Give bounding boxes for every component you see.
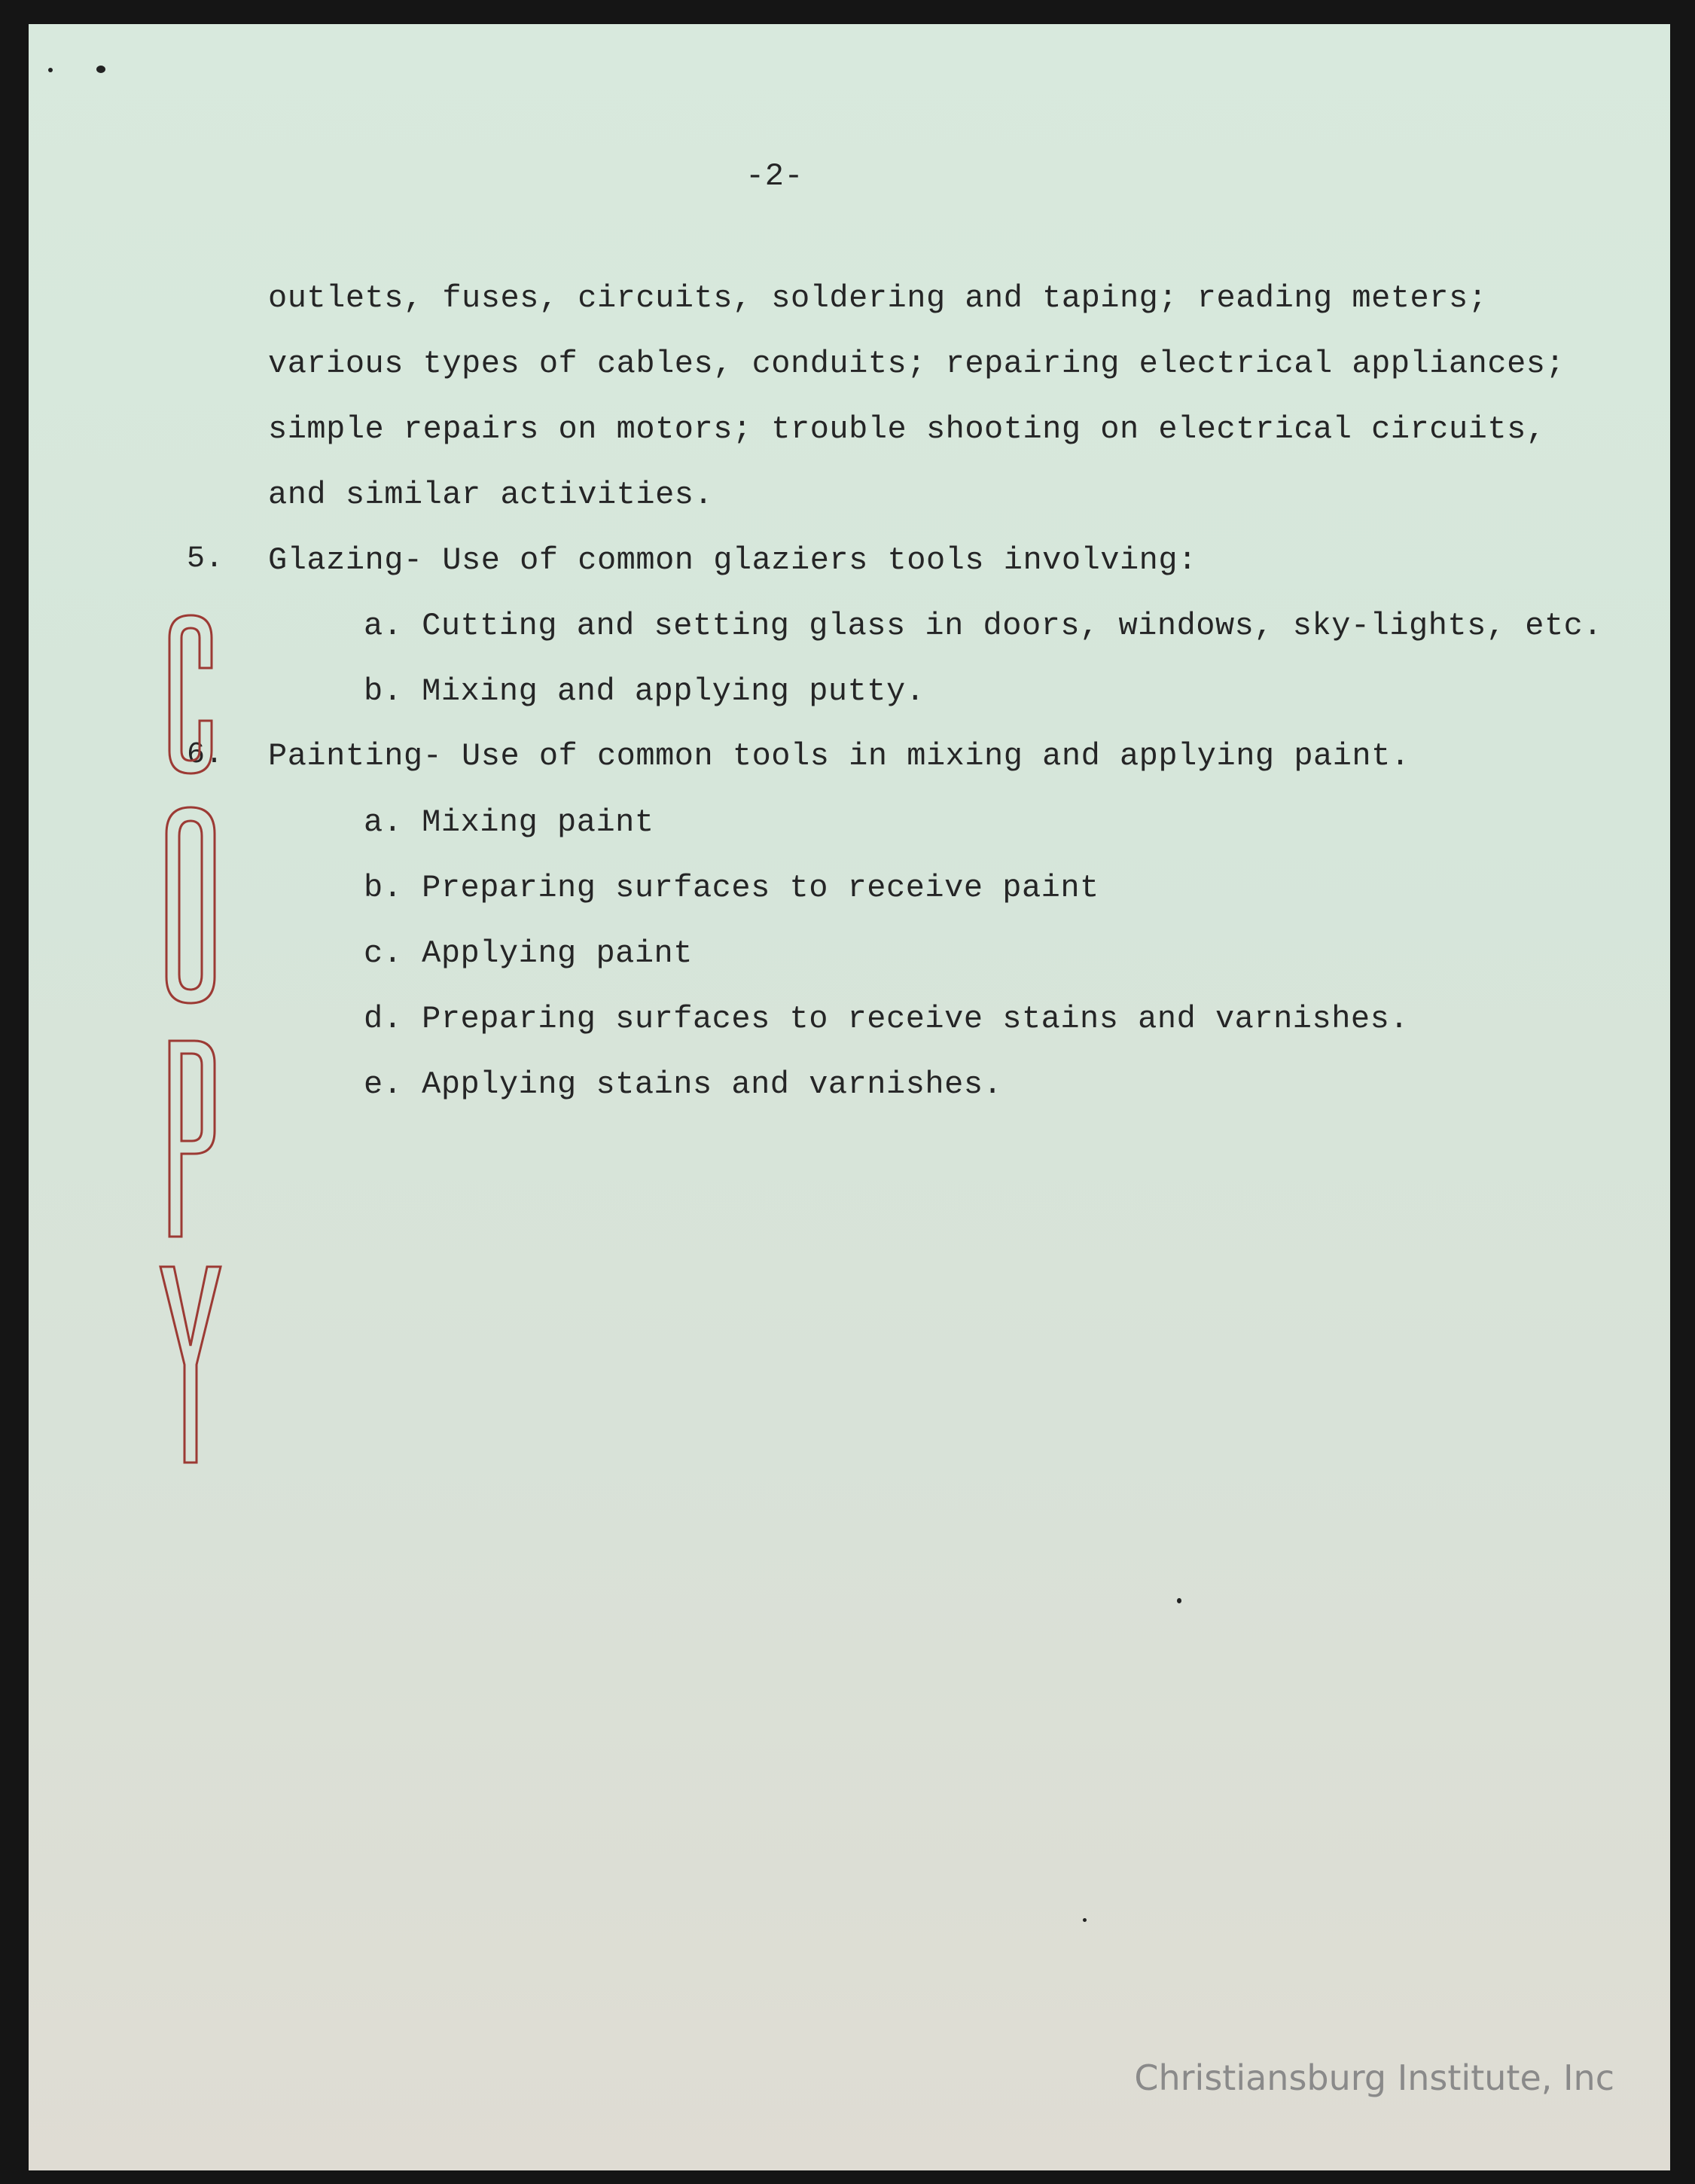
subitem: d. Preparing surfaces to receive stains and varnishes. [364, 1001, 1410, 1037]
subitem: a. Cutting and setting glass in doors, windows, sky-lights, etc. [364, 608, 1603, 644]
subitem: c. Applying paint [364, 935, 693, 972]
paper-speck [48, 68, 53, 72]
item-heading: Painting- Use of common tools in mixing and applying paint. [268, 738, 1410, 774]
subitem: b. Preparing surfaces to receive paint [364, 870, 1099, 906]
subitem: b. Mixing and applying putty. [364, 673, 925, 709]
item-heading: Glazing- Use of common glaziers tools involving: [268, 542, 1197, 578]
watermark: Christiansburg Institute, Inc [1134, 2057, 1614, 2098]
subitem: e. Applying stains and varnishes. [364, 1066, 1003, 1103]
subitem: a. Mixing paint [364, 804, 654, 840]
paper-speck [1177, 1598, 1181, 1603]
page-number: -2- [745, 158, 804, 194]
copy-stamp [153, 612, 243, 1515]
paper-speck [96, 66, 105, 73]
body-line: various types of cables, conduits; repairing electrical appliances; [268, 346, 1565, 382]
body-line: and similar activities. [268, 477, 714, 513]
item-number: 5. [187, 542, 224, 576]
document-page [29, 24, 1670, 2170]
paper-speck [1083, 1918, 1087, 1922]
body-line: simple repairs on motors; trouble shooting on electrical circuits, [268, 411, 1546, 447]
item-number: 6. [187, 738, 224, 772]
body-line: outlets, fuses, circuits, soldering and taping; reading meters; [268, 280, 1488, 316]
